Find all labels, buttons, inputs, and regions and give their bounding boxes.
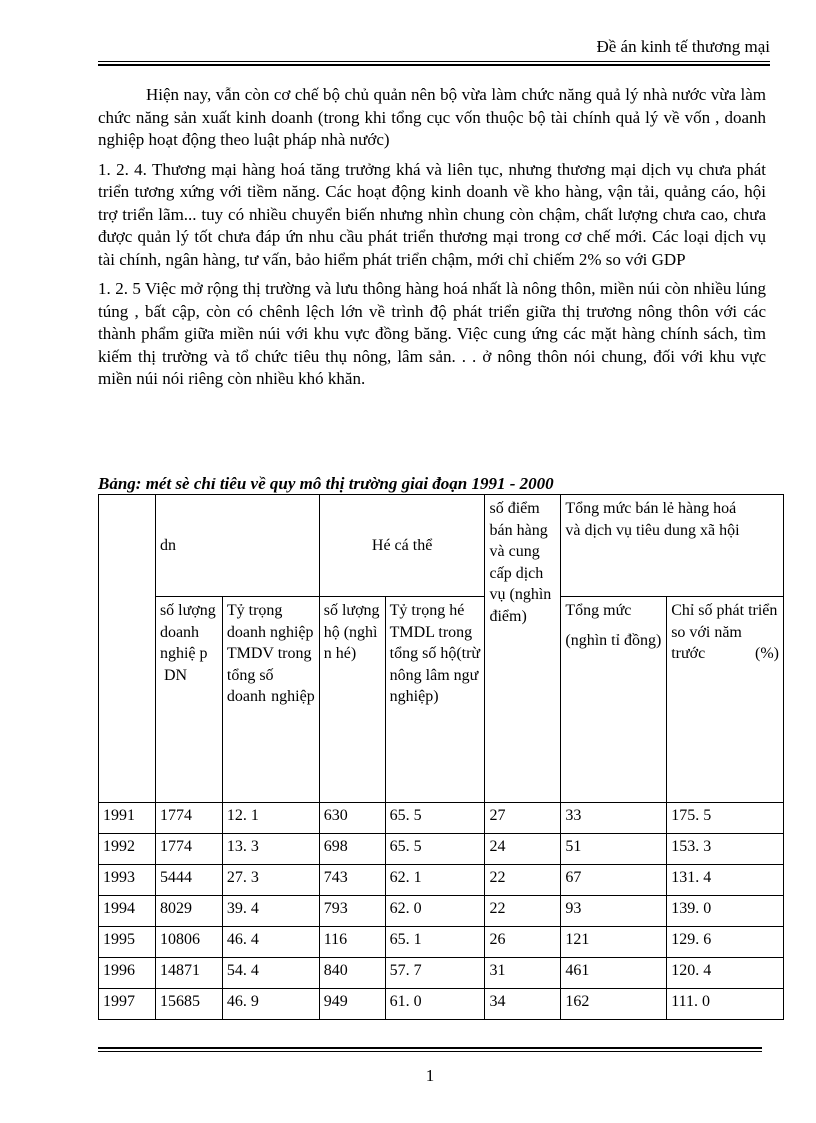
col-header-chiso: Chỉ số phát triển so với năm trước (%) [667,597,784,803]
retail-total-cell: 461 [561,958,667,989]
col-header-soluong-ho: số lượng hộ (nghì n hé) [319,597,385,803]
col-header-tytrong-he: Tỷ trọng hé TMDL trong tổng số hộ(trừ nông lâm ngư nghiệp) [385,597,485,803]
group-header-tongmuc-line1: Tổng mức bán lẻ hàng hoá [565,500,737,517]
market-scale-table [98,494,784,1020]
col-header-soluong-dn-unit: DN [163,666,188,684]
table-row [99,896,784,927]
outlet-count-cell: 22 [485,865,561,896]
year-header [99,495,156,803]
group-header-tongmuc [561,495,784,597]
retail-total-cell: 51 [561,834,667,865]
footer-rule-thick [98,1047,762,1049]
col-header-sodiem: số điểm bán hàng và cung cấp dịch vụ (nghìn điểm) [485,495,561,803]
household-count-cell: 743 [319,865,385,896]
retail-total-cell: 162 [561,989,667,1020]
group-header-dn: dn [155,495,319,597]
household-share-cell: 62. 0 [385,896,485,927]
table-row [99,834,784,865]
col-header-tytrong-dn: Tỷ trọng doanh nghiệp TMDV trong tổng số doanh nghiệp [222,597,319,803]
paragraph: Hiện nay, vẫn còn cơ chế bộ chủ quản nên bộ vừa làm chức năng quả lý nhà nước vừa làm chức năng sản xuất kinh doanh (trong khi tổng cục vốn thuộc bộ tài chính quả lý về vốn , doanh nghiệp hoạt động theo luật pháp nhà nước) [98,85,766,149]
outlet-count-cell: 26 [485,927,561,958]
household-share-cell: 57. 7 [385,958,485,989]
growth-index-cell: 139. 0 [667,896,784,927]
year-cell: 1997 [99,989,156,1020]
col-header-tongmuc [561,597,667,803]
outlet-count-cell: 27 [485,803,561,834]
year-cell: 1991 [99,803,156,834]
household-share-cell: 65. 5 [385,834,485,865]
col-header-soluong-dn-text: số lượng doanh nghiệ p [159,602,216,662]
growth-index-cell: 129. 6 [667,927,784,958]
retail-total-cell: 93 [561,896,667,927]
household-count-cell: 630 [319,803,385,834]
household-share-cell: 65. 1 [385,927,485,958]
outlet-count-cell: 34 [485,989,561,1020]
table-body [99,803,784,1020]
table-row [99,803,784,834]
col-header-tongmuc-unit: (nghìn tỉ đồng) [565,631,662,649]
year-cell: 1995 [99,927,156,958]
outlet-count-cell: 31 [485,958,561,989]
dn-share-cell: 27. 3 [222,865,319,896]
household-count-cell: 793 [319,896,385,927]
dn-count-cell: 5444 [155,865,222,896]
household-count-cell: 949 [319,989,385,1020]
dn-count-cell: 10806 [155,927,222,958]
growth-index-cell: 153. 3 [667,834,784,865]
dn-share-cell: 46. 9 [222,989,319,1020]
household-count-cell: 840 [319,958,385,989]
growth-index-cell: 120. 4 [667,958,784,989]
group-header-hecathe: Hé cá thể [319,495,485,597]
page-header: Đề án kinh tế thương mại [596,37,770,56]
table-row [99,989,784,1020]
table-row [99,865,784,896]
year-cell: 1994 [99,896,156,927]
retail-total-cell: 33 [561,803,667,834]
header-rule-thick [98,64,770,66]
col-header-tongmuc-text: Tổng mức [565,602,632,619]
dn-count-cell: 14871 [155,958,222,989]
table-row [99,958,784,989]
col-header-soluong-dn [155,597,222,803]
paragraph: 1. 2. 4. Thương mại hàng hoá tăng trưởng khá và liên tục, nhưng thương mại dịch vụ chưa phát triển tương xứng với tiềm năng. Các hoạt động kinh doanh về kho hàng, vận tải, quảng cáo, hội trợ triển lãm... tuy có nhiều chuyển biến nhưng nhìn chung còn chậm, chất lượng chưa cao, chưa được quản lý tốt chưa đáp ứn nhu cầu phát triển thương mại trong cơ chế mới. Các loại dịch vụ tài chính, ngân hàng, tư vấn, bảo hiểm phát triển chậm, mới chỉ chiếm 2% so với GDP [98,159,766,269]
growth-index-cell: 111. 0 [667,989,784,1020]
outlet-count-cell: 22 [485,896,561,927]
dn-count-cell: 8029 [155,896,222,927]
group-header-tongmuc-line2: và dịch vụ tiêu dung xã hội [565,521,740,539]
header-rule [98,61,770,62]
dn-share-cell: 12. 1 [222,803,319,834]
dn-count-cell: 15685 [155,989,222,1020]
dn-count-cell: 1774 [155,834,222,865]
household-share-cell: 62. 1 [385,865,485,896]
growth-index-cell: 175. 5 [667,803,784,834]
body-text [98,84,766,398]
paragraph: 1. 2. 5 Việc mở rộng thị trường và lưu thông hàng hoá nhất là nông thôn, miền núi còn nhiều lúng túng , bất cập, còn có chênh lệch lớn về trình độ phát triển giữa thị trương nông thôn với các thành phẩm giữa miền núi với khu vực đồng băng. Việc cung ứng các mặt hàng chính sách, tìm kiếm thị trường và tổ chức tiêu thụ nông, lâm sản. . . ở nông thôn nói chung, đối với khu vực miền núi nói riêng còn nhiều khó khăn. [98,279,766,388]
year-cell: 1993 [99,865,156,896]
retail-total-cell: 67 [561,865,667,896]
growth-index-cell: 131. 4 [667,865,784,896]
outlet-count-cell: 24 [485,834,561,865]
household-count-cell: 698 [319,834,385,865]
dn-share-cell: 39. 4 [222,896,319,927]
retail-total-cell: 121 [561,927,667,958]
household-count-cell: 116 [319,927,385,958]
table-row [99,927,784,958]
year-cell: 1992 [99,834,156,865]
dn-count-cell: 1774 [155,803,222,834]
dn-share-cell: 46. 4 [222,927,319,958]
dn-share-cell: 54. 4 [222,958,319,989]
year-cell: 1996 [99,958,156,989]
table-caption: Bảng: mét sè chỉ tiêu về quy mô thị trường giai đoạn 1991 - 2000 [98,474,554,493]
page-number: 1 [425,1066,435,1085]
household-share-cell: 61. 0 [385,989,485,1020]
dn-share-cell: 13. 3 [222,834,319,865]
footer-rule [98,1051,762,1052]
household-share-cell: 65. 5 [385,803,485,834]
